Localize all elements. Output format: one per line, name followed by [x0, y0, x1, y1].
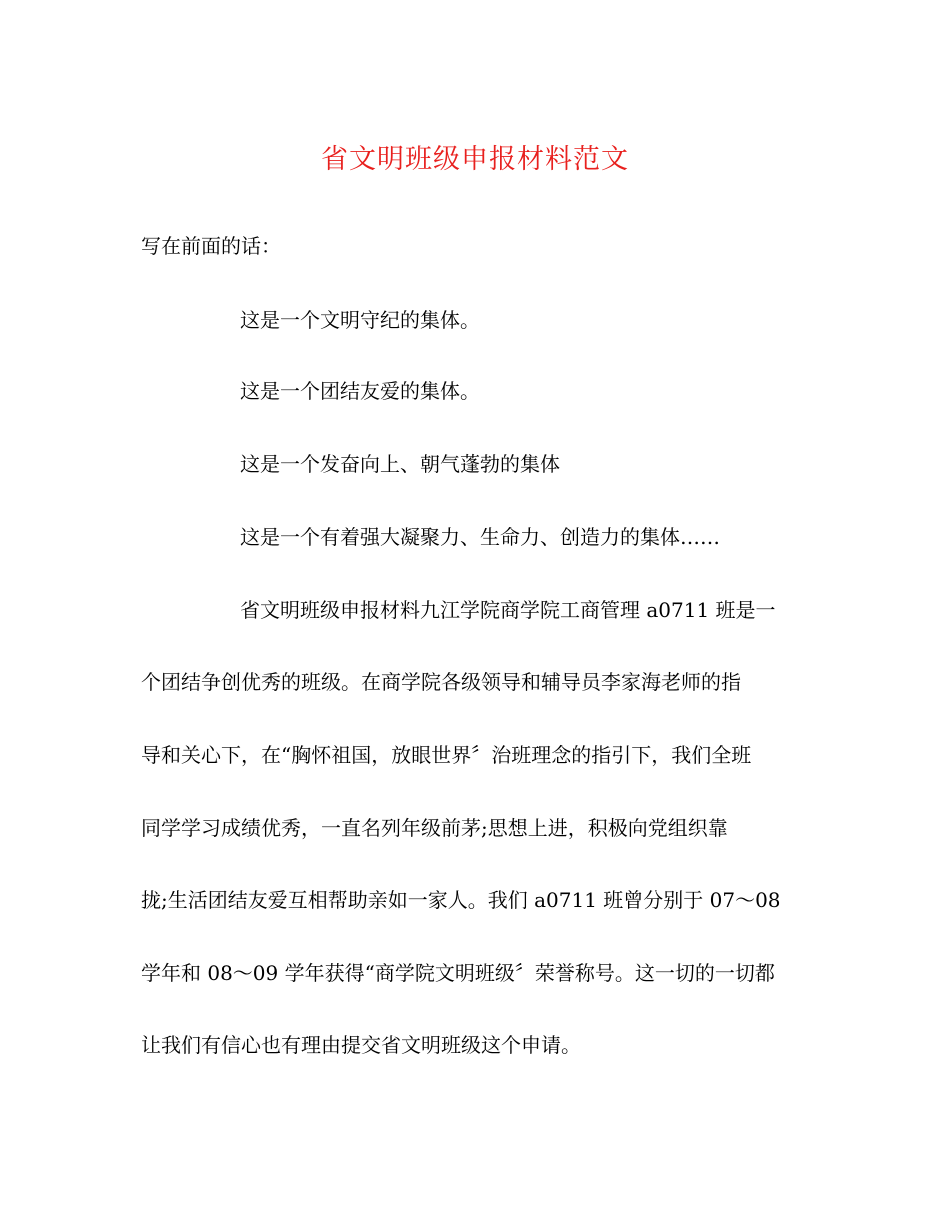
body-paragraph-line: 同学学习成绩优秀，一直名列年级前茅;思想上进，积极向党组织靠: [141, 816, 728, 840]
body-paragraph-line: 让我们有信心也有理由提交省文明班级这个申请。: [141, 1033, 581, 1057]
intro-heading: 写在前面的话：: [141, 234, 281, 258]
body-paragraph-line: 学年和 08～09 学年获得“商学院文明班级〞荣誉称号。这一切的一切都: [141, 961, 775, 985]
document-title: 省文明班级申报材料范文: [321, 144, 629, 175]
body-paragraph-line: 个团结争创优秀的班级。在商学院各级领导和辅导员李家海老师的指: [141, 670, 741, 694]
statement-line: 这是一个发奋向上、朝气蓬勃的集体: [240, 452, 560, 476]
statement-line: 这是一个文明守纪的集体。: [240, 308, 480, 332]
statement-line: 这是一个有着强大凝聚力、生命力、创造力的集体……: [240, 525, 720, 549]
statement-line: 这是一个团结友爱的集体。: [240, 379, 480, 403]
body-paragraph-line: 导和关心下，在“胸怀祖国，放眼世界〞治班理念的指引下，我们全班: [141, 743, 752, 767]
body-paragraph-line: 省文明班级申报材料九江学院商学院工商管理 a0711 班是一: [240, 598, 776, 622]
body-paragraph-line: 拢;生活团结友爱互相帮助亲如一家人。我们 a0711 班曾分别于 07～08: [141, 888, 781, 912]
